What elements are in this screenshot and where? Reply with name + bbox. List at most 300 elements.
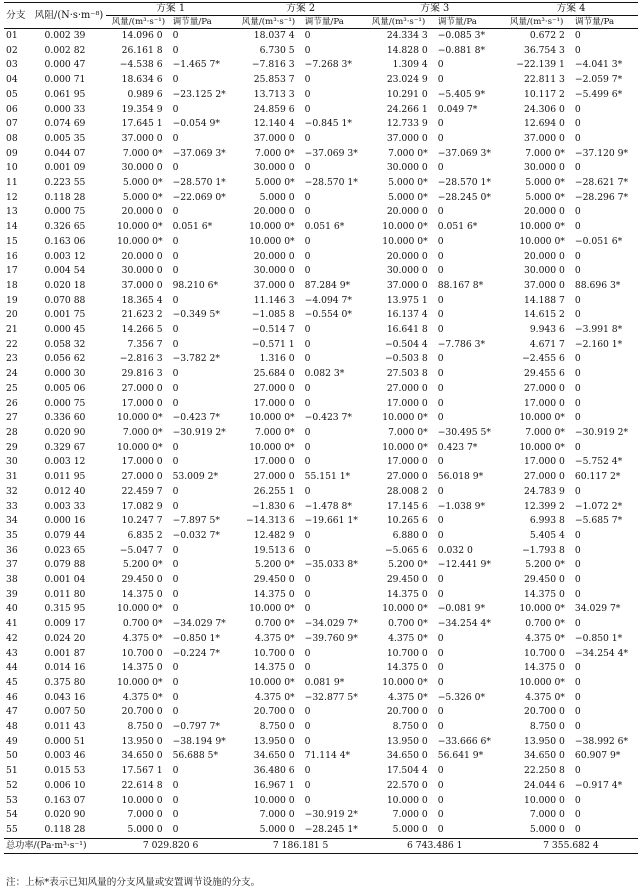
adjust-value-scheme-1: 0	[172, 397, 179, 409]
adjust-value-scheme-3: 0	[437, 294, 444, 306]
flow-value-scheme-4: 24.044 6	[523, 779, 565, 791]
adjust-value-scheme-2: −28.245 1*	[304, 823, 358, 835]
branch-id: 08	[6, 132, 18, 144]
flow-value-scheme-2: 27.000 0	[253, 471, 295, 483]
flow-value-scheme-4: 14.188 7	[523, 294, 565, 306]
table-row	[4, 220, 638, 235]
flow-value-scheme-2: 27.000 0	[253, 382, 295, 394]
adjust-value-scheme-3: 0	[437, 235, 444, 247]
adjust-value-scheme-3: 0	[437, 59, 444, 71]
adjust-value-scheme-1: 0	[172, 500, 179, 512]
flow-value-scheme-1: 7.000 0*	[122, 426, 163, 438]
branch-id: 03	[6, 59, 18, 71]
flow-value-scheme-4: 29.450 0	[523, 574, 565, 586]
adjust-value-scheme-2: 0	[304, 250, 311, 262]
adjust-value-scheme-3: 0	[437, 324, 444, 336]
flow-value-scheme-3: 17.000 0	[386, 456, 428, 468]
adjust-value-scheme-3: 0.049 7*	[437, 103, 478, 115]
flow-value-scheme-1: 34.650 0	[121, 750, 163, 762]
adjust-value-scheme-2: 0	[304, 235, 311, 247]
table-row	[4, 514, 638, 529]
branch-id: 50	[6, 750, 18, 762]
adjust-value-scheme-1: 0	[172, 235, 179, 247]
flow-value-scheme-4: 12.694 0	[523, 118, 565, 130]
adjust-value-scheme-1: −1.465 7*	[172, 59, 220, 71]
adjust-value-scheme-4: 0	[574, 823, 581, 835]
adjust-value-scheme-2: −4.094 7*	[304, 294, 353, 306]
table-row	[4, 73, 638, 88]
branch-id: 30	[6, 456, 18, 468]
flow-value-scheme-2: 5.000 0*	[254, 177, 295, 189]
adjust-value-scheme-2: 0	[304, 441, 311, 453]
adjust-value-scheme-3: 0	[437, 353, 444, 365]
flow-value-scheme-4: 27.000 0	[523, 471, 565, 483]
branch-id: 22	[6, 338, 18, 350]
flow-value-scheme-4: 7.000 0	[529, 809, 565, 821]
adjust-value-scheme-4: 0	[574, 353, 581, 365]
flow-value-scheme-2: −1.830 6	[251, 500, 295, 512]
table-row	[4, 470, 638, 485]
flow-value-scheme-1: 17.645 1	[121, 118, 163, 130]
flow-value-scheme-3: 10.000 0	[386, 794, 428, 806]
adjust-value-scheme-4: 0	[574, 485, 581, 497]
flow-value-scheme-3: −5.065 6	[384, 544, 428, 556]
adjust-value-scheme-4: 0	[574, 162, 581, 174]
flow-value-scheme-2: 10.000 0	[253, 794, 295, 806]
adjust-value-scheme-4: −0.917 4*	[574, 779, 623, 791]
adjust-value-scheme-3: 0	[437, 118, 444, 130]
flow-value-scheme-4: 37.000 0	[523, 279, 565, 291]
header-branch: 分支	[4, 3, 34, 29]
table-row	[4, 338, 638, 353]
flow-value-scheme-3: 10.000 0*	[382, 676, 428, 688]
flow-value-scheme-3: 4.375 0*	[388, 632, 428, 644]
flow-value-scheme-3: 7.000 0*	[388, 147, 428, 159]
subheader-adjust-4: 调节量/Pa	[571, 16, 638, 29]
adjust-value-scheme-4: 0	[574, 809, 581, 821]
resistance-value: 0.070 88	[44, 294, 86, 306]
adjust-value-scheme-4: −28.296 7*	[574, 191, 629, 203]
adjust-value-scheme-3: 0	[437, 368, 444, 380]
branch-id: 40	[6, 603, 18, 615]
flow-value-scheme-4: 14.615 2	[523, 309, 565, 321]
table-row	[4, 161, 638, 176]
branch-id: 42	[6, 632, 18, 644]
adjust-value-scheme-3: 0	[437, 721, 444, 733]
resistance-value: 0.003 33	[44, 500, 86, 512]
flow-value-scheme-2: 20.700 0	[253, 706, 295, 718]
adjust-value-scheme-4: −5.752 4*	[574, 456, 623, 468]
flow-value-scheme-4: 0.700 0*	[525, 618, 565, 630]
flow-value-scheme-3: 5.200 0*	[388, 559, 428, 571]
table-row	[4, 691, 638, 706]
adjust-value-scheme-1: 0	[172, 441, 179, 453]
adjust-value-scheme-1: −0.797 7*	[172, 721, 220, 733]
flow-value-scheme-4: −22.139 1	[516, 59, 565, 71]
adjust-value-scheme-2: 0	[304, 603, 311, 615]
flow-value-scheme-4: 30.000 0	[523, 162, 565, 174]
branch-id: 19	[6, 294, 18, 306]
adjust-value-scheme-1: 0	[172, 662, 179, 674]
adjust-value-scheme-4: 0	[574, 132, 581, 144]
total-scheme-3: 6 743.486 1	[366, 838, 504, 854]
adjust-value-scheme-4: −0.051 6*	[574, 235, 623, 247]
adjust-value-scheme-3: 0	[437, 309, 444, 321]
flow-value-scheme-3: 16.641 8	[386, 324, 428, 336]
flow-value-scheme-1: 17.000 0	[121, 456, 163, 468]
branch-id: 32	[6, 485, 18, 497]
table-row	[4, 88, 638, 103]
flow-value-scheme-3: 28.008 2	[386, 485, 428, 497]
flow-value-scheme-1: 37.000 0	[121, 132, 163, 144]
flow-value-scheme-3: 10.000 0*	[382, 221, 428, 233]
resistance-value: 0.336 60	[44, 412, 86, 424]
resistance-value: 0.061 95	[44, 88, 86, 100]
branch-id: 51	[6, 765, 18, 777]
table-row	[4, 529, 638, 544]
flow-value-scheme-4: 12.399 2	[523, 500, 565, 512]
adjust-value-scheme-2: 0	[304, 721, 311, 733]
resistance-value: 0.002 39	[44, 30, 86, 41]
adjust-value-scheme-3: 0	[437, 632, 444, 644]
branch-id: 27	[6, 412, 18, 424]
adjust-value-scheme-3: 0	[437, 162, 444, 174]
flow-value-scheme-4: 5.000 0*	[525, 191, 565, 203]
flow-value-scheme-2: 10.000 0*	[249, 441, 295, 453]
resistance-value: 0.118 28	[44, 823, 86, 835]
flow-value-scheme-4: 20.000 0	[523, 250, 565, 262]
adjust-value-scheme-1: 0	[172, 132, 179, 144]
resistance-value: 0.001 04	[44, 574, 86, 586]
flow-value-scheme-1: 17.082 9	[121, 500, 163, 512]
resistance-value: 0.118 28	[44, 191, 86, 203]
adjust-value-scheme-1: 0	[172, 823, 179, 835]
resistance-value: 0.020 18	[44, 279, 86, 291]
resistance-value: 0.000 71	[44, 74, 86, 86]
flow-value-scheme-2: −14.313 6	[246, 515, 295, 527]
flow-value-scheme-4: 24.783 9	[523, 485, 565, 497]
adjust-value-scheme-4: 0	[574, 250, 581, 262]
flow-value-scheme-4: 10.000 0*	[519, 412, 565, 424]
flow-value-scheme-2: 4.375 0*	[254, 691, 295, 703]
adjust-value-scheme-2: 87.284 9*	[304, 279, 351, 291]
adjust-value-scheme-3: 0	[437, 662, 444, 674]
flow-value-scheme-3: 8.750 0	[392, 721, 428, 733]
branch-id: 39	[6, 588, 18, 600]
flow-value-scheme-3: 24.266 1	[386, 103, 428, 115]
flow-value-scheme-1: 0.700 0*	[122, 618, 163, 630]
resistance-value: 0.004 54	[44, 265, 86, 277]
flow-value-scheme-2: 10.700 0	[253, 647, 295, 659]
adjust-value-scheme-2: −37.069 3*	[304, 147, 358, 159]
table-row	[4, 352, 638, 367]
total-row	[4, 838, 638, 854]
adjust-value-scheme-2: 0	[304, 88, 311, 100]
adjust-value-scheme-3: 0	[437, 588, 444, 600]
table-row	[4, 205, 638, 220]
flow-value-scheme-1: 27.000 0	[121, 382, 163, 394]
flow-value-scheme-4: 24.306 0	[523, 103, 565, 115]
table-row	[4, 323, 638, 338]
adjust-value-scheme-2: 0	[304, 30, 311, 41]
flow-value-scheme-1: 10.000 0	[121, 794, 163, 806]
resistance-value: 0.000 33	[44, 103, 86, 115]
resistance-value: 0.012 40	[44, 485, 86, 497]
flow-value-scheme-3: 30.000 0	[386, 162, 428, 174]
adjust-value-scheme-1: 53.009 2*	[172, 471, 219, 483]
resistance-value: 0.163 06	[44, 235, 86, 247]
flow-value-scheme-2: 30.000 0	[253, 265, 295, 277]
total-label: 总功率/(Pa·m³·s⁻¹)	[4, 838, 106, 854]
adjust-value-scheme-1: −22.069 0*	[172, 191, 226, 203]
adjust-value-scheme-1: −3.782 2*	[172, 353, 220, 365]
table-row	[4, 676, 638, 691]
flow-value-scheme-4: 34.650 0	[523, 750, 565, 762]
subheader-flow-1: 风量/(m³·s⁻¹)	[106, 16, 169, 29]
table-header	[4, 3, 638, 29]
adjust-value-scheme-2: 0	[304, 485, 311, 497]
adjust-value-scheme-1: −0.032 7*	[172, 529, 220, 541]
adjust-value-scheme-2: 0	[304, 456, 311, 468]
adjust-value-scheme-3: −34.254 4*	[437, 618, 491, 630]
adjust-value-scheme-1: 56.688 5*	[172, 750, 219, 762]
adjust-value-scheme-2: 0	[304, 74, 311, 86]
adjust-value-scheme-4: 0	[574, 574, 581, 586]
flow-value-scheme-3: 10.291 0	[386, 88, 428, 100]
flow-value-scheme-3: 27.000 0	[386, 471, 428, 483]
resistance-value: 0.002 82	[44, 44, 86, 56]
adjust-value-scheme-1: 0	[172, 574, 179, 586]
table-row	[4, 279, 638, 294]
flow-value-scheme-2: 13.950 0	[253, 735, 295, 747]
flow-value-scheme-2: 10.000 0*	[249, 221, 295, 233]
flow-value-scheme-2: 10.000 0*	[249, 676, 295, 688]
adjust-value-scheme-4: 34.029 7*	[574, 603, 621, 615]
adjust-value-scheme-2: 0	[304, 529, 311, 541]
resistance-value: 0.056 62	[44, 353, 86, 365]
branch-id: 31	[6, 471, 18, 483]
adjust-value-scheme-4: 0	[574, 397, 581, 409]
adjust-value-scheme-2: 0	[304, 382, 311, 394]
branch-id: 25	[6, 382, 18, 394]
subheader-flow-3: 风量/(m³·s⁻¹)	[366, 16, 434, 29]
flow-value-scheme-1: −2.816 3	[119, 353, 163, 365]
table-row	[4, 808, 638, 823]
flow-value-scheme-3: 17.504 4	[386, 765, 428, 777]
flow-value-scheme-4: 10.000 0*	[519, 221, 565, 233]
flow-value-scheme-4: 4.375 0*	[525, 691, 565, 703]
table-row	[4, 823, 638, 838]
adjust-value-scheme-2: −0.423 7*	[304, 412, 353, 424]
flow-value-scheme-3: 20.000 0	[386, 206, 428, 218]
branch-id: 29	[6, 441, 18, 453]
flow-value-scheme-2: 14.375 0	[253, 662, 295, 674]
flow-value-scheme-2: 11.146 3	[253, 294, 295, 306]
flow-value-scheme-3: 5.000 0	[392, 823, 428, 835]
table-row	[4, 411, 638, 426]
adjust-value-scheme-3: −37.069 3*	[437, 147, 491, 159]
flow-value-scheme-4: 10.000 0*	[519, 235, 565, 247]
flow-value-scheme-1: 14.375 0	[121, 588, 163, 600]
flow-value-scheme-1: 10.000 0*	[117, 676, 163, 688]
adjust-value-scheme-4: 0	[574, 221, 581, 233]
flow-value-scheme-1: 18.634 6	[121, 74, 163, 86]
flow-value-scheme-1: 5.200 0*	[122, 559, 163, 571]
flow-value-scheme-1: 10.000 0*	[117, 412, 163, 424]
branch-id: 45	[6, 676, 18, 688]
branch-id: 47	[6, 706, 18, 718]
adjust-value-scheme-3: 0	[437, 456, 444, 468]
adjust-value-scheme-2: −30.919 2*	[304, 809, 358, 821]
flow-value-scheme-1: 22.614 8	[121, 779, 163, 791]
flow-value-scheme-3: 17.000 0	[386, 397, 428, 409]
table-row	[4, 308, 638, 323]
adjust-value-scheme-2: 0	[304, 103, 311, 115]
resistance-value: 0.014 16	[44, 662, 86, 674]
flow-value-scheme-3: 10.000 0*	[382, 235, 428, 247]
flow-value-scheme-3: 13.975 1	[386, 294, 428, 306]
branch-id: 10	[6, 162, 18, 174]
resistance-value: 0.024 20	[44, 632, 86, 644]
adjust-value-scheme-3: 0	[437, 412, 444, 424]
resistance-value: 0.043 16	[44, 691, 86, 703]
branch-id: 14	[6, 221, 18, 233]
flow-value-scheme-2: −0.571 1	[251, 338, 295, 350]
adjust-value-scheme-4: 0	[574, 265, 581, 277]
flow-value-scheme-2: 12.482 9	[253, 529, 295, 541]
table-row	[4, 382, 638, 397]
resistance-value: 0.000 47	[44, 59, 86, 71]
adjust-value-scheme-1: 0	[172, 206, 179, 218]
table-row	[4, 367, 638, 382]
flow-value-scheme-4: 10.000 0*	[519, 441, 565, 453]
flow-value-scheme-1: 20.000 0	[121, 250, 163, 262]
flow-value-scheme-1: 20.700 0	[121, 706, 163, 718]
flow-value-scheme-2: 19.513 6	[253, 544, 295, 556]
table-row	[4, 720, 638, 735]
adjust-value-scheme-2: 0	[304, 779, 311, 791]
flow-value-scheme-2: 5.200 0*	[254, 559, 295, 571]
adjust-value-scheme-3: −30.495 5*	[437, 426, 491, 438]
flow-value-scheme-2: 34.650 0	[253, 750, 295, 762]
flow-value-scheme-2: 30.000 0	[253, 162, 295, 174]
flow-value-scheme-3: 34.650 0	[386, 750, 428, 762]
flow-value-scheme-3: 29.450 0	[386, 574, 428, 586]
flow-value-scheme-3: 37.000 0	[386, 132, 428, 144]
adjust-value-scheme-3: 0	[437, 823, 444, 835]
branch-id: 44	[6, 662, 18, 674]
flow-value-scheme-3: −0.503 8	[384, 353, 428, 365]
adjust-value-scheme-3: 0	[437, 647, 444, 659]
adjust-value-scheme-1: 0	[172, 588, 179, 600]
adjust-value-scheme-1: 0	[172, 456, 179, 468]
flow-value-scheme-3: 20.000 0	[386, 250, 428, 262]
adjust-value-scheme-3: −0.085 3*	[437, 30, 486, 41]
adjust-value-scheme-3: −5.405 9*	[437, 88, 486, 100]
adjust-value-scheme-1: 0	[172, 265, 179, 277]
branch-id: 55	[6, 823, 18, 835]
resistance-value: 0.000 75	[44, 206, 86, 218]
adjust-value-scheme-4: 60.117 2*	[574, 471, 621, 483]
adjust-value-scheme-2: 0	[304, 588, 311, 600]
adjust-value-scheme-4: 0	[574, 544, 581, 556]
adjust-value-scheme-1: 0	[172, 103, 179, 115]
flow-value-scheme-2: 1.316 0	[259, 353, 295, 365]
branch-id: 11	[6, 177, 18, 189]
subheader-flow-4: 风量/(m³·s⁻¹)	[504, 16, 571, 29]
adjust-value-scheme-4: −4.041 3*	[574, 59, 623, 71]
flow-value-scheme-2: 25.853 7	[253, 74, 295, 86]
flow-value-scheme-1: 20.000 0	[121, 206, 163, 218]
adjust-value-scheme-4: 0	[574, 765, 581, 777]
adjust-value-scheme-2: 0	[304, 265, 311, 277]
flow-value-scheme-1: 8.750 0	[127, 721, 163, 733]
adjust-value-scheme-3: 0.032 0	[437, 544, 473, 556]
table-row	[4, 735, 638, 750]
table-row	[4, 176, 638, 191]
flow-value-scheme-2: 37.000 0	[253, 279, 295, 291]
adjust-value-scheme-3: 0	[437, 794, 444, 806]
adjust-value-scheme-1: 0	[172, 779, 179, 791]
adjust-value-scheme-2: −0.554 0*	[304, 309, 353, 321]
flow-value-scheme-1: 7.000 0*	[122, 147, 163, 159]
flow-value-scheme-1: 19.354 9	[121, 103, 163, 115]
adjust-value-scheme-2: 0	[304, 662, 311, 674]
resistance-value: 0.044 07	[44, 147, 86, 159]
adjust-value-scheme-2: 0	[304, 574, 311, 586]
flow-value-scheme-1: 37.000 0	[121, 279, 163, 291]
flow-value-scheme-3: 24.334 3	[386, 30, 428, 41]
branch-id: 20	[6, 309, 18, 321]
adjust-value-scheme-3: −33.666 6*	[437, 735, 491, 747]
adjust-value-scheme-3: −0.081 9*	[437, 603, 486, 615]
adjust-value-scheme-4: 0	[574, 309, 581, 321]
resistance-value: 0.000 45	[44, 324, 86, 336]
table-row	[4, 147, 638, 162]
adjust-value-scheme-3: −1.038 9*	[437, 500, 486, 512]
adjust-value-scheme-1: 0	[172, 338, 179, 350]
flow-value-scheme-1: 6.835 2	[127, 529, 163, 541]
flow-value-scheme-1: 5.000 0	[127, 823, 163, 835]
flow-value-scheme-2: 17.000 0	[253, 456, 295, 468]
adjust-value-scheme-3: 0	[437, 515, 444, 527]
table-row	[4, 58, 638, 73]
adjust-value-scheme-4: −5.685 7*	[574, 515, 623, 527]
adjust-value-scheme-1: 0	[172, 324, 179, 336]
table-row	[4, 264, 638, 279]
adjust-value-scheme-3: 0	[437, 250, 444, 262]
branch-id: 52	[6, 779, 18, 791]
adjust-value-scheme-3: 0	[437, 206, 444, 218]
adjust-value-scheme-2: 0.082 3*	[304, 368, 345, 380]
adjust-value-scheme-1: 0	[172, 74, 179, 86]
flow-value-scheme-2: 5.000 0	[259, 823, 295, 835]
flow-value-scheme-1: 14.266 5	[121, 324, 163, 336]
resistance-value: 0.079 88	[44, 559, 86, 571]
branch-id: 16	[6, 250, 18, 262]
adjust-value-scheme-4: 0	[574, 206, 581, 218]
flow-value-scheme-4: 30.000 0	[523, 265, 565, 277]
flow-value-scheme-1: 10.000 0*	[117, 221, 163, 233]
table-row	[4, 558, 638, 573]
flow-value-scheme-2: 26.255 1	[253, 485, 295, 497]
adjust-value-scheme-3: 56.641 9*	[437, 750, 484, 762]
table-row	[4, 647, 638, 662]
header-scheme-3: 方案 3	[366, 3, 504, 16]
branch-id: 18	[6, 279, 18, 291]
flow-value-scheme-1: 10.000 0*	[117, 603, 163, 615]
adjust-value-scheme-4: 0	[574, 529, 581, 541]
